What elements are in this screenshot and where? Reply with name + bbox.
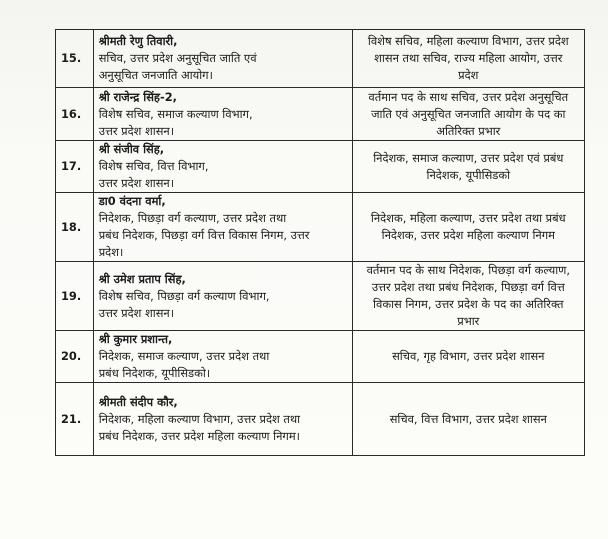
table-row (56, 88, 585, 141)
officer-name: श्री कुमार प्रशान्त, (98, 332, 173, 346)
officer-cell (93, 141, 352, 193)
officer-cell (93, 193, 352, 262)
officer-current-post-line: विशेष सचिव, पिछड़ा वर्ग कल्याण विभाग, (98, 288, 270, 303)
officer-cell (93, 30, 352, 88)
new-post-line: निदेशक, समाज कल्याण, उत्तर प्रदेश एवं प्रबंध (373, 150, 564, 165)
new-post-line: विशेष सचिव, महिला कल्याण विभाग, उत्तर प्रदेश (367, 34, 569, 48)
table-row (56, 331, 585, 383)
officer-cell (93, 331, 352, 383)
new-post-line: निदेशक, उत्तर प्रदेश महिला कल्याण निगम (381, 228, 555, 242)
officer-current-post-line: विशेष सचिव, वित्त विभाग, (98, 159, 209, 173)
officer-current-post-line: अनुसूचित जनजाति आयोग। (98, 68, 213, 82)
serial-number: 18. (56, 193, 94, 262)
table-row (56, 141, 585, 193)
officer-cell (93, 383, 352, 456)
officer-current-post-line: प्रबंध निदेशक, उत्तर प्रदेश महिला कल्याण निगम। (98, 428, 300, 443)
new-post-line: सचिव, वित्त विभाग, उत्तर प्रदेश शासन (389, 411, 547, 426)
new-post-line: शासन तथा सचिव, राज्य महिला आयोग, उत्तर (374, 51, 563, 65)
officer-current-post-line: विशेष सचिव, समाज कल्याण विभाग, (98, 106, 253, 121)
new-post-cell (352, 88, 584, 141)
table-row (56, 262, 585, 331)
officer-current-post-line: उत्तर प्रदेश शासन। (98, 176, 175, 190)
officer-name: श्रीमती संदीप कौर, (98, 394, 178, 409)
officer-current-post-line: निदेशक, समाज कल्याण, उत्तर प्रदेश तथा (98, 349, 270, 363)
transfer-table-body (56, 30, 585, 456)
officer-current-post-line: प्रदेश। (98, 245, 124, 259)
serial-number: 20. (56, 331, 94, 383)
new-post-line: प्रभार (457, 314, 480, 328)
officer-name: श्रीमती रेणु तिवारी, (98, 34, 178, 48)
new-post-cell (352, 331, 584, 383)
new-post-line: जाति एवं अनुसूचित जनजाति आयोग के पद का (371, 106, 566, 121)
new-post-line: वर्तमान पद के साथ सचिव, उत्तर प्रदेश अनुसूचित (368, 89, 569, 104)
officer-current-post-line: निदेशक, महिला कल्याण विभाग, उत्तर प्रदेश तथा (98, 411, 301, 426)
new-post-cell (352, 262, 584, 331)
serial-number: 21. (56, 383, 94, 456)
serial-number: 15. (56, 30, 94, 88)
new-post-line: निदेशक, महिला कल्याण, उत्तर प्रदेश तथा प्रबंध (370, 211, 566, 225)
table-row (56, 383, 585, 456)
new-post-line: उत्तर प्रदेश तथा प्रबंध निदेशक, पिछड़ा वर्ग वित्त (371, 280, 565, 294)
officer-current-post-line: निदेशक, पिछड़ा वर्ग कल्याण, उत्तर प्रदेश तथा (98, 211, 287, 225)
officer-cell (93, 262, 352, 331)
new-post-line: अतिरिक्त प्रभार (436, 123, 501, 138)
new-post-line: प्रदेश (458, 68, 479, 82)
table-row (56, 30, 585, 88)
officer-current-post-line: सचिव, उत्तर प्रदेश अनुसूचित जाति एवं (98, 51, 257, 65)
transfer-table (55, 29, 585, 456)
table-row (56, 193, 585, 262)
officer-current-post-line: प्रबंध निदेशक, यूपीसिडको। (98, 366, 211, 380)
new-post-line: विकास निगम, उत्तर प्रदेश के पद का अतिरिक्त (373, 297, 564, 311)
officer-name: श्री उमेश प्रताप सिंह, (98, 271, 186, 286)
serial-number: 19. (56, 262, 94, 331)
new-post-cell (352, 30, 584, 88)
officer-name: श्री राजेन्द्र सिंह-2, (98, 89, 177, 104)
new-post-line: निदेशक, यूपीसिडको (426, 167, 511, 182)
serial-number: 16. (56, 88, 94, 141)
officer-name: श्री संजीव सिंह, (98, 142, 165, 156)
serial-number: 17. (56, 141, 94, 193)
officer-name: डा0 वंदना वर्मा, (98, 194, 166, 208)
officer-current-post-line: उत्तर प्रदेश शासन। (98, 123, 175, 138)
officer-cell (93, 88, 352, 141)
officer-current-post-line: उत्तर प्रदेश शासन। (98, 305, 175, 320)
new-post-cell (352, 193, 584, 262)
new-post-cell (352, 383, 584, 456)
officer-current-post-line: प्रबंध निदेशक, पिछड़ा वर्ग वित्त विकास निगम, उत्तर (98, 228, 310, 242)
new-post-line: सचिव, गृह विभाग, उत्तर प्रदेश शासन (392, 349, 545, 363)
new-post-line: वर्तमान पद के साथ निदेशक, पिछड़ा वर्ग कल्याण, (366, 263, 571, 277)
new-post-cell (352, 141, 584, 193)
